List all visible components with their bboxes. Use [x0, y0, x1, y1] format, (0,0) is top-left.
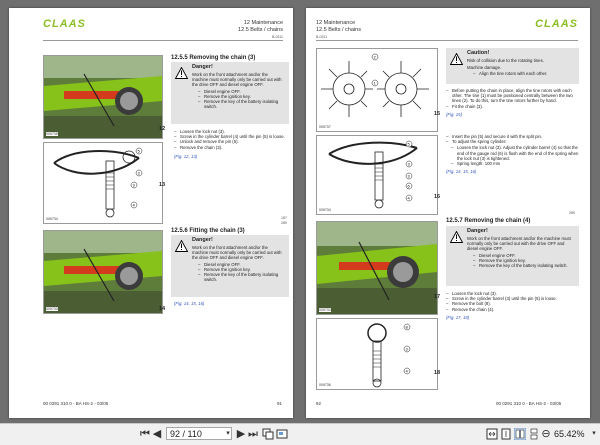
step-item: – Fit the chain (3). [446, 104, 581, 109]
claas-logo: CLAAS [43, 18, 86, 30]
figure-14-number: 14 [159, 306, 166, 312]
figure-18-id: 009736 [319, 383, 331, 387]
figure-14-id: 009733 [46, 307, 58, 311]
figure-16-id: 009734 [319, 208, 331, 212]
figure-18-number: 18 [434, 370, 441, 376]
figure-13-id: 009734 [46, 217, 58, 221]
steps-remove-chain-3 [174, 128, 288, 159]
figure-reference-link[interactable]: (Fig. 15) [446, 111, 462, 117]
svg-text:3: 3 [405, 346, 408, 352]
figure-15-number: 15 [434, 111, 441, 117]
footer-page-number: 92 [316, 401, 322, 406]
svg-text:3: 3 [137, 170, 140, 176]
figure-reference-link[interactable]: (Fig. 14, 15, 16) [446, 169, 477, 175]
warning-icon [175, 67, 188, 79]
caution-text: Risk of collision due to the rotating tines. [467, 58, 544, 63]
step-item: – Screw in the cylinder barrel (3) until the pin (5) is loose. [446, 296, 581, 301]
caution-title: Caution! [467, 50, 490, 56]
danger-item: – Remove the key of the battery isolating switch. [467, 263, 575, 268]
step-item: – Remove the bolt (8). [446, 301, 581, 306]
header-rule [316, 40, 578, 41]
right-page [306, 8, 590, 418]
steps-remove-chain-4 [446, 290, 581, 320]
danger-text: Work on the front attachment and/or the machine must normally only be carried out with the drive OFF and diesel engine OFF. [192, 72, 282, 88]
danger-box-remove [171, 62, 289, 124]
svg-text:1: 1 [373, 80, 376, 86]
last-page-button[interactable]: ⏭ [248, 428, 258, 440]
svg-text:3: 3 [407, 173, 410, 179]
step-item: – Before putting the chain in place, align the tine rotors with each other. The tine (1) must be positioned centrally between the two tines (2). To do this, turn the tine rotors further by hand. [446, 88, 581, 104]
section-code: 289 [569, 211, 575, 215]
danger-item: – Remove the ignition key. [192, 267, 285, 272]
header-code: B-0311 [271, 35, 283, 39]
step-item: – Insert the pin (5) and secure it with the split pin. [446, 134, 581, 139]
footer-doc-code: 00 0291 310 0 - BA HS-2 - 03/05 [43, 401, 109, 406]
warning-icon [175, 240, 188, 252]
figure-13-code: 187 [281, 216, 287, 220]
steps-fit-chain [446, 87, 581, 117]
danger-title: Danger! [192, 237, 213, 243]
danger-box-fit [171, 235, 289, 297]
figure-12-photo [43, 55, 166, 139]
warning-icon [450, 53, 463, 65]
previous-page-button[interactable]: ◀ [152, 428, 162, 440]
header-code: B-0311 [316, 35, 328, 39]
fit-width-icon[interactable] [486, 428, 498, 440]
zoom-out-button[interactable]: ⊖ [541, 428, 551, 440]
figure-15-id: 009737 [319, 125, 331, 129]
fit-page-icon[interactable] [500, 428, 512, 440]
section-title-remove-chain-4: 12.5.7 Removing the chain (4) [446, 218, 531, 224]
header-chapter: 12 Maintenance [243, 20, 283, 26]
figure-17-number: 17 [434, 294, 441, 300]
caution-body [467, 58, 575, 77]
header-chapter: 12 Maintenance [316, 20, 356, 26]
danger-title: Danger! [192, 64, 213, 70]
danger-item: – Remove the ignition key. [192, 94, 285, 99]
step-item: – Loosen the lock nut (3). [174, 129, 288, 134]
caution-damage: Machine damage. [467, 65, 502, 71]
step-item: – Screw in the cylinder barrel (4) until the pin (5) is loose. [174, 134, 288, 139]
figure-17-photo [316, 221, 441, 315]
figure-12-number: 12 [159, 126, 166, 132]
header-rule [43, 40, 283, 41]
copy-icon[interactable] [262, 428, 274, 440]
danger-item: – Diesel engine OFF. [192, 89, 285, 94]
figure-16-number: 16 [434, 194, 441, 200]
svg-text:4: 4 [407, 195, 410, 201]
danger-body [467, 236, 575, 268]
danger-text: Work on the front attachment and/or the machine must normally only be carried out with the drive OFF and diesel engine OFF. [192, 245, 282, 261]
figure-13-drawing [43, 142, 166, 224]
footer-doc-code: 00 0291 310 0 - BA HS-2 - 03/05 [496, 401, 562, 406]
section-title-remove-chain-3: 12.5.5 Removing the chain (3) [171, 55, 256, 61]
figure-13-number: 13 [159, 182, 166, 188]
danger-item: – Diesel engine OFF. [192, 262, 285, 267]
svg-text:3: 3 [407, 161, 410, 167]
danger-item: – Diesel engine OFF. [467, 253, 575, 258]
zoom-level[interactable]: 65.42% [554, 429, 585, 439]
danger-text: Work on the front attachment and/or the machine must normally only be carried out with the drive OFF and diesel engine OFF. [467, 236, 571, 252]
snapshot-icon[interactable] [276, 428, 288, 440]
figure-14-photo [43, 230, 166, 314]
caution-item: – Align the tine rotors with each other. [467, 71, 575, 76]
step-item: – To adjust the spring cylinder: [446, 139, 581, 144]
two-page-view-icon[interactable] [514, 428, 526, 440]
svg-text:8: 8 [405, 324, 408, 330]
danger-item: – Remove the key of the battery isolating switch. [192, 272, 285, 282]
page-number-input[interactable]: 92 / 110 [166, 427, 232, 440]
sub-step-item: – Loosen the lock nut (3). Adjust the cylinder barrel (4) so that the end of the gauge rod (6) is flush with the end of the spring when the lock nut (3) is tightened. [446, 145, 581, 161]
claas-logo: CLAAS [535, 18, 578, 30]
figure-reference-link[interactable]: (Fig. 17, 18) [446, 314, 470, 320]
steps-adjust-cylinder [446, 133, 581, 174]
figure-18-drawing [316, 318, 441, 390]
danger-item: – Remove the key of the battery isolating switch. [192, 99, 285, 109]
svg-text:5: 5 [407, 141, 410, 147]
steps-fit-chain-3 [174, 301, 288, 306]
step-item: – Unlock and remove the pin (5). [174, 139, 288, 144]
danger-box-remove-4 [446, 226, 579, 286]
svg-text:4: 4 [405, 368, 408, 374]
page-dropdown-icon[interactable]: ▾ [226, 430, 230, 437]
page-header [238, 20, 283, 41]
section-title-fit-chain-3: 12.5.6 Fitting the chain (3) [171, 228, 245, 234]
zoom-dropdown-icon[interactable]: ▾ [592, 430, 596, 437]
header-section: 12.5 Belts / chains [316, 26, 361, 33]
caution-box [446, 48, 579, 84]
warning-icon [450, 231, 463, 243]
sub-step-item: – Spring length: 100 mm [446, 161, 581, 166]
next-page-button[interactable]: ▶ [236, 428, 246, 440]
svg-text:6: 6 [407, 183, 410, 189]
figure-12-id: 009735 [46, 132, 58, 136]
footer-page-number: 91 [277, 401, 283, 406]
first-page-button[interactable]: ⏮ [140, 428, 150, 440]
step-item: – Loosen the lock nut (3). [446, 291, 581, 296]
danger-body [192, 245, 285, 282]
page-header [316, 20, 361, 41]
section-code: 289 [281, 221, 287, 225]
figure-17-id: 009733 [319, 308, 331, 312]
step-item: – Remove the chain (3). [174, 145, 288, 150]
danger-title: Danger! [467, 228, 488, 234]
pdf-viewer-toolbar [0, 423, 600, 445]
svg-text:4: 4 [132, 202, 135, 208]
figure-15-drawing [316, 48, 441, 132]
figure-reference-link[interactable]: (Fig. 12, 13) [174, 153, 198, 159]
left-page [9, 8, 293, 418]
step-item: – Remove the chain (4). [446, 307, 581, 312]
danger-body [192, 72, 285, 109]
continuous-view-icon[interactable] [528, 428, 540, 440]
danger-item: – Remove the ignition key. [467, 258, 575, 263]
svg-text:5: 5 [137, 148, 140, 154]
svg-text:2: 2 [373, 54, 376, 60]
figure-16-drawing [316, 135, 441, 215]
svg-text:3: 3 [132, 182, 135, 188]
figure-reference-link[interactable]: (Fig. 14, 15, 16) [174, 301, 205, 306]
header-section: 12.5 Belts / chains [238, 26, 283, 33]
